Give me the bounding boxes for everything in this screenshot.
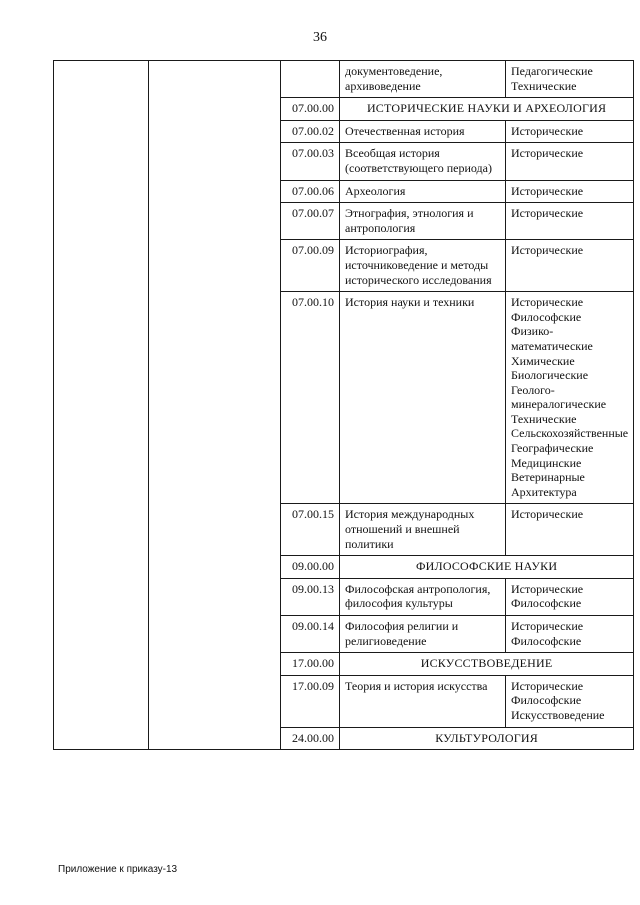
degree-field-item: Технические: [511, 411, 577, 426]
blank-column-1: [54, 61, 149, 750]
degree-fields: [506, 61, 634, 98]
degree-fields: [506, 616, 634, 653]
degree-field-item: Исторические: [511, 295, 584, 310]
specialty-name: Археология: [340, 180, 506, 203]
degree-fields: [506, 504, 634, 556]
degree-fields: [506, 675, 634, 727]
degree-field-item: Искусствоведение: [511, 707, 605, 722]
specialty-name: Философская антропология, философия культуры: [340, 578, 506, 615]
degree-field-item: Исторические: [511, 619, 584, 633]
specialty-code: 07.00.00: [281, 98, 340, 121]
specialty-code: 07.00.10: [281, 292, 340, 504]
specialty-name: Всеобщая история (соответствующего периода): [340, 143, 506, 180]
degree-field-item: Ветеринарные: [511, 470, 585, 485]
specialty-code: 24.00.00: [281, 727, 340, 750]
specialty-name: документоведение, архивоведение: [340, 61, 506, 98]
degree-field-item: Физико-математические: [511, 324, 593, 353]
degree-fields: [506, 578, 634, 615]
section-title: ИСКУССТВОВЕДЕНИЕ: [340, 653, 634, 676]
degree-field-item: Философские: [511, 309, 582, 324]
specialty-name: Теория и история искусства: [340, 675, 506, 727]
specialty-code: 07.00.09: [281, 240, 340, 292]
degree-fields: [506, 180, 634, 203]
page-number: 36: [313, 30, 327, 45]
degree-fields: [506, 292, 634, 504]
specialty-name: Этнография, этнология и антропология: [340, 203, 506, 240]
degree-field-item: Исторические: [511, 243, 584, 258]
degree-field-item: Геолого-минералогические: [511, 382, 607, 412]
specialty-name: История международных отношений и внешней политики: [340, 504, 506, 556]
degree-field-item: Медицинские: [511, 455, 582, 470]
specialty-code: 17.00.09: [281, 675, 340, 727]
specialty-row: [54, 61, 634, 98]
degree-field-item: Философские: [511, 596, 582, 611]
degree-field-item: Философские: [511, 693, 582, 708]
specialty-code: 07.00.02: [281, 120, 340, 143]
degree-field-item: Исторические: [511, 123, 584, 138]
degree-field-item: Исторические: [511, 146, 584, 161]
specialty-code: 07.00.15: [281, 504, 340, 556]
section-title: ФИЛОСОФСКИЕ НАУКИ: [340, 556, 634, 579]
degree-field-item: Философские: [511, 633, 582, 648]
specialty-name: Отечественная история: [340, 120, 506, 143]
degree-field-item: Педагогические: [511, 64, 593, 78]
degree-field-item: Исторические: [511, 678, 584, 693]
specialty-code: 09.00.14: [281, 616, 340, 653]
degree-field-item: Архитектура: [511, 484, 577, 499]
specialty-code: 09.00.13: [281, 578, 340, 615]
degree-field-item: Сельскохозяйственные: [511, 426, 629, 441]
section-title: КУЛЬТУРОЛОГИЯ: [340, 727, 634, 750]
specialty-code: 07.00.07: [281, 203, 340, 240]
degree-fields: [506, 203, 634, 240]
specialty-code: 07.00.03: [281, 143, 340, 180]
specialties-table: [53, 60, 634, 750]
degree-fields: [506, 120, 634, 143]
degree-field-item: Географические: [511, 441, 594, 456]
degree-field-item: Исторические: [511, 507, 584, 522]
specialty-name: Историография, источниковедение и методы исторического исследования: [340, 240, 506, 292]
degree-fields: [506, 143, 634, 180]
footer-note: Приложение к приказу-13: [58, 864, 178, 875]
specialty-code: 07.00.06: [281, 180, 340, 203]
degree-field-item: Исторические: [511, 581, 584, 596]
specialty-name: История науки и техники: [340, 292, 506, 504]
degree-fields: [506, 240, 634, 292]
degree-field-item: Биологические: [511, 368, 589, 383]
degree-field-item: Исторические: [511, 183, 584, 198]
degree-field-item: Исторические: [511, 206, 584, 221]
specialty-code: 09.00.00: [281, 556, 340, 579]
degree-field-item: Технические: [511, 78, 577, 93]
degree-field-item: Химические: [511, 353, 575, 368]
blank-column-2: [149, 61, 281, 750]
specialty-code: 17.00.00: [281, 653, 340, 676]
specialty-code: [281, 61, 340, 98]
section-title: ИСТОРИЧЕСКИЕ НАУКИ И АРХЕОЛОГИЯ: [340, 98, 634, 121]
specialty-name: Философия религии и религиоведение: [340, 616, 506, 653]
